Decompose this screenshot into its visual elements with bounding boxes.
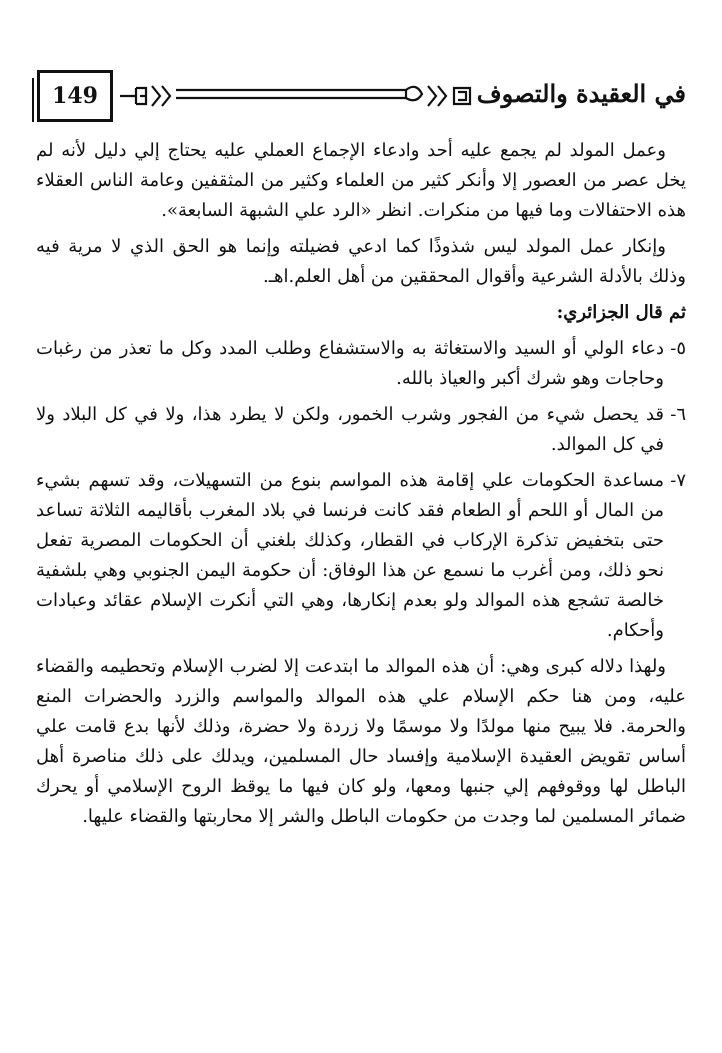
list-item-number: ٦- <box>670 404 686 425</box>
paragraph-1: وعمل المولد لم يجمع عليه أحد وادعاء الإجماع العملي عليه يحتاج إلي دليل لأنه لم يخل عصر من العصور إلا وأنكر كثير من العلماء وكثير من المثقفين وعامة الناس العقلاء هذه الاحتفالات وما فيها من منكرات. انظر «الرد علي الشبهة السابعة». <box>36 140 686 221</box>
paragraph-2: وإنكار عمل المولد ليس شذوذًا كما ادعي فضيلته وإنما هو الحق الذي لا مرية فيه وذلك بالأدلة الشرعية وأقوال المحققين من أهل العلم.اهـ. <box>36 236 686 287</box>
page-number: 149 <box>52 83 98 109</box>
list-item-number: ٧- <box>670 470 686 491</box>
list-item <box>36 400 686 460</box>
section-heading: ثم قال الجزائري: <box>556 302 686 323</box>
list-item-number: ٥- <box>670 338 686 359</box>
header-ornament <box>118 78 480 114</box>
page-number-box <box>37 70 113 122</box>
paragraph-3: ولهذا دلاله كبرى وهي: أن هذه الموالد ما ابتدعت إلا لضرب الإسلام وتحطيمه والقضاء عليه، ومن هنا حكم الإسلام علي هذه الموالد والمواسم والزرد والحضرات المنع والحرمة. فلا يبيح منها مولدًا ولا موسمًا ولا زردة ولا حضرة، وذلك لأنها بدع قامت علي أساس تقويض العقيدة الإسلامية وإفساد حال المسلمين، ويدلك على ذلك مناصرة أهل الباطل لها ووقوفهم إلي جنبها ومعها، ولو كان فيها ما يوقظ الروح الإسلامي أو يحرك ضمائر المسلمين لما وجدت من حكومات الباطل والشر إلا محاربتها والقضاء عليها. <box>36 656 686 827</box>
list-item-text: مساعدة الحكومات علي إقامة هذه المواسم بنوع من التسهيلات، وقد تسهم بشيء من المال أو اللحم أو الطعام فقد كانت فرنسا في بلاد المغرب بأقاليمه الثلاثة تساعد حتى بتخفيض تذكرة الإركاب في القطار، وكذلك بلغني أن الحكومات المصرية تفعل نحو ذلك، ومن أغرب ما نسمع عن هذا الوفاق: أن حكومة اليمن الجنوبي وهي بلشفية خالصة تشجع هذه الموالد ولو بعدم إنكارها، وهي التي أنكرت الإسلام عقائد وعبادات وأحكام. <box>36 470 664 641</box>
body-text <box>36 136 686 838</box>
running-title: في العقيدة والتصوف <box>476 79 686 108</box>
list-item-text: قد يحصل شيء من الفجور وشرب الخمور، ولكن لا يطرد هذا، ولا في كل البلاد ولا في كل الموالد. <box>36 404 664 455</box>
list-item-text: دعاء الولي أو السيد والاستغاثة به والاستشفاع وطلب المدد وكل ما تعذر من رغبات وحاجات وهو شرك أكبر والعياذ بالله. <box>36 338 664 389</box>
list-item <box>36 466 686 646</box>
list-item <box>36 334 686 394</box>
